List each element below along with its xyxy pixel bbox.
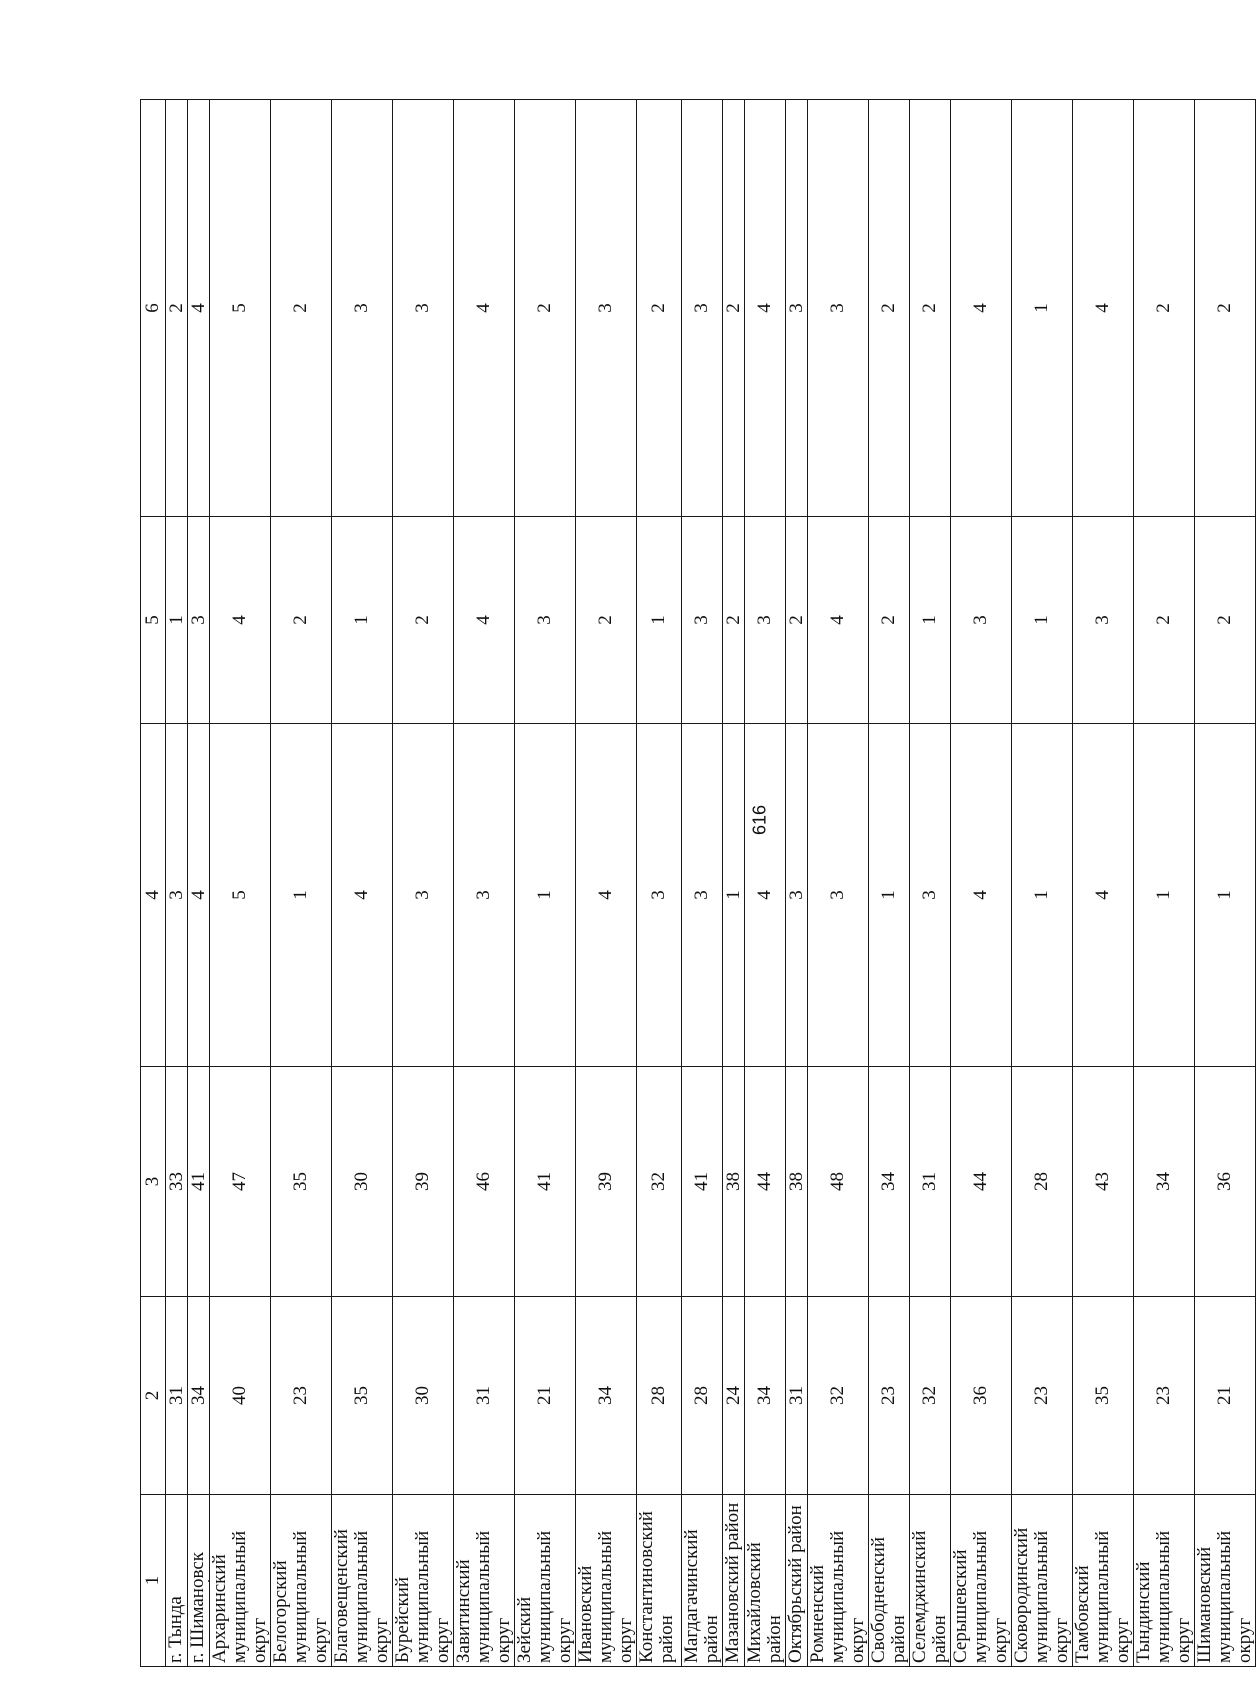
value-cell: 32 [637, 1067, 682, 1297]
value-cell: 3 [1073, 517, 1134, 724]
row-name-cell: Тамбовский муниципальный округ [1073, 1495, 1134, 1667]
value-cell: 2 [786, 517, 808, 724]
table-body [141, 100, 1256, 1667]
row-name-cell: Архаринский муниципальный округ [210, 1495, 271, 1667]
header-row [141, 100, 166, 1667]
value-cell: 35 [271, 1067, 332, 1297]
row-name-cell: Белогорский муниципальный округ [271, 1495, 332, 1667]
row-name-cell: Ивановский муниципальный округ [576, 1495, 637, 1667]
value-cell: 2 [1195, 100, 1256, 517]
value-cell: 21 [515, 1297, 576, 1495]
value-cell: 2 [723, 100, 745, 517]
value-cell: 3 [515, 517, 576, 724]
value-cell: 2 [869, 100, 910, 517]
value-cell: 4 [332, 724, 393, 1067]
table-row [1073, 100, 1134, 1667]
table-row [576, 100, 637, 1667]
value-cell: 23 [1012, 1297, 1073, 1495]
value-cell: 5 [210, 100, 271, 517]
value-cell: 31 [454, 1297, 515, 1495]
value-cell: 2 [637, 100, 682, 517]
value-cell: 23 [271, 1297, 332, 1495]
value-cell: 3 [786, 100, 808, 517]
value-cell: 48 [808, 1067, 869, 1297]
value-cell: 33 [166, 1067, 188, 1297]
value-cell: 31 [786, 1297, 808, 1495]
table-row [454, 100, 515, 1667]
value-cell: 1 [723, 724, 745, 1067]
table-row [682, 100, 723, 1667]
row-name-cell: Мазановский район [723, 1495, 745, 1667]
value-cell: 41 [188, 1067, 210, 1297]
value-cell: 1 [271, 724, 332, 1067]
value-cell: 4 [951, 724, 1012, 1067]
table-row [786, 100, 808, 1667]
value-cell: 3 [576, 100, 637, 517]
value-cell: 2 [723, 517, 745, 724]
value-cell: 24 [723, 1297, 745, 1495]
value-cell: 2 [166, 100, 188, 517]
value-cell: 1 [869, 724, 910, 1067]
value-cell: 23 [869, 1297, 910, 1495]
value-cell: 4 [1073, 724, 1134, 1067]
table-row [869, 100, 910, 1667]
page-number: 616 [749, 804, 770, 836]
value-cell: 3 [332, 100, 393, 517]
header-cell: 5 [141, 517, 166, 724]
value-cell: 4 [1073, 100, 1134, 517]
value-cell: 4 [576, 724, 637, 1067]
value-cell: 4 [454, 517, 515, 724]
table-row [637, 100, 682, 1667]
table-row [210, 100, 271, 1667]
table-row [515, 100, 576, 1667]
row-name-cell: Благовещенский муниципальный округ [332, 1495, 393, 1667]
value-cell: 3 [745, 517, 786, 724]
value-cell: 23 [1134, 1297, 1195, 1495]
value-cell: 3 [808, 724, 869, 1067]
value-cell: 35 [332, 1297, 393, 1495]
row-name-cell: Завитинский муниципальный округ [454, 1495, 515, 1667]
value-cell: 32 [808, 1297, 869, 1495]
rotated-table-sheet [140, 100, 1255, 1667]
value-cell: 4 [745, 100, 786, 517]
value-cell: 34 [745, 1297, 786, 1495]
row-name-cell: Серышевский муниципальный округ [951, 1495, 1012, 1667]
value-cell: 2 [1134, 517, 1195, 724]
value-cell: 1 [332, 517, 393, 724]
value-cell: 40 [210, 1297, 271, 1495]
value-cell: 4 [951, 100, 1012, 517]
value-cell: 2 [271, 517, 332, 724]
header-cell: 1 [141, 1495, 166, 1667]
header-cell: 3 [141, 1067, 166, 1297]
value-cell: 3 [637, 724, 682, 1067]
table-row [332, 100, 393, 1667]
value-cell: 3 [682, 724, 723, 1067]
value-cell: 38 [786, 1067, 808, 1297]
value-cell: 5 [210, 724, 271, 1067]
value-cell: 3 [786, 724, 808, 1067]
header-cell: 6 [141, 100, 166, 517]
header-cell: 4 [141, 724, 166, 1067]
table-row [188, 100, 210, 1667]
value-cell: 39 [393, 1067, 454, 1297]
row-name-cell: Константиновский район [637, 1495, 682, 1667]
value-cell: 41 [682, 1067, 723, 1297]
row-name-cell: г. Тында [166, 1495, 188, 1667]
header-cell: 2 [141, 1297, 166, 1495]
value-cell: 47 [210, 1067, 271, 1297]
value-cell: 1 [515, 724, 576, 1067]
value-cell: 1 [1012, 100, 1073, 517]
value-cell: 32 [910, 1297, 951, 1495]
value-cell: 3 [393, 724, 454, 1067]
table-row [271, 100, 332, 1667]
value-cell: 3 [188, 517, 210, 724]
table-row [745, 100, 786, 1667]
value-cell: 43 [1073, 1067, 1134, 1297]
table-row [808, 100, 869, 1667]
value-cell: 4 [745, 724, 786, 1067]
table-row [1195, 100, 1256, 1667]
value-cell: 41 [515, 1067, 576, 1297]
value-cell: 46 [454, 1067, 515, 1297]
table-row [910, 100, 951, 1667]
value-cell: 3 [454, 724, 515, 1067]
value-cell: 38 [723, 1067, 745, 1297]
value-cell: 2 [869, 517, 910, 724]
row-name-cell: Ромненский муниципальный округ [808, 1495, 869, 1667]
value-cell: 4 [188, 100, 210, 517]
value-cell: 4 [210, 517, 271, 724]
value-cell: 4 [188, 724, 210, 1067]
row-name-cell: Михайловский район [745, 1495, 786, 1667]
value-cell: 35 [1073, 1297, 1134, 1495]
value-cell: 2 [1134, 100, 1195, 517]
value-cell: 3 [166, 724, 188, 1067]
value-cell: 3 [910, 724, 951, 1067]
value-cell: 28 [637, 1297, 682, 1495]
value-cell: 31 [166, 1297, 188, 1495]
value-cell: 34 [869, 1067, 910, 1297]
value-cell: 4 [454, 100, 515, 517]
table-row [393, 100, 454, 1667]
value-cell: 2 [271, 100, 332, 517]
row-name-cell: Тындинский муниципальный округ [1134, 1495, 1195, 1667]
value-cell: 30 [393, 1297, 454, 1495]
table-row [166, 100, 188, 1667]
value-cell: 1 [1012, 724, 1073, 1067]
value-cell: 2 [1195, 517, 1256, 724]
value-cell: 30 [332, 1067, 393, 1297]
value-cell: 1 [166, 517, 188, 724]
value-cell: 34 [1134, 1067, 1195, 1297]
value-cell: 3 [951, 517, 1012, 724]
value-cell: 1 [1012, 517, 1073, 724]
value-cell: 3 [682, 517, 723, 724]
value-cell: 44 [745, 1067, 786, 1297]
table-row [723, 100, 745, 1667]
table-row [1134, 100, 1195, 1667]
value-cell: 2 [393, 517, 454, 724]
row-name-cell: Магдагачинский район [682, 1495, 723, 1667]
row-name-cell: Селемджинский район [910, 1495, 951, 1667]
value-cell: 34 [188, 1297, 210, 1495]
value-cell: 44 [951, 1067, 1012, 1297]
table-row [951, 100, 1012, 1667]
row-name-cell: Бурейский муниципальный округ [393, 1495, 454, 1667]
value-cell: 28 [1012, 1067, 1073, 1297]
value-cell: 1 [910, 517, 951, 724]
row-name-cell: г. Шимановск [188, 1495, 210, 1667]
row-name-cell: Октябрьский район [786, 1495, 808, 1667]
value-cell: 2 [910, 100, 951, 517]
value-cell: 31 [910, 1067, 951, 1297]
value-cell: 21 [1195, 1297, 1256, 1495]
value-cell: 3 [808, 100, 869, 517]
value-cell: 3 [393, 100, 454, 517]
value-cell: 2 [576, 517, 637, 724]
row-name-cell: Зейский муниципальный округ [515, 1495, 576, 1667]
value-cell: 1 [1195, 724, 1256, 1067]
value-cell: 4 [808, 517, 869, 724]
row-name-cell: Шимановский муниципальный округ [1195, 1495, 1256, 1667]
value-cell: 1 [1134, 724, 1195, 1067]
value-cell: 3 [682, 100, 723, 517]
value-cell: 1 [637, 517, 682, 724]
value-cell: 36 [951, 1297, 1012, 1495]
table-row [1012, 100, 1073, 1667]
value-cell: 36 [1195, 1067, 1256, 1297]
row-name-cell: Свободненский район [869, 1495, 910, 1667]
value-cell: 28 [682, 1297, 723, 1495]
data-table [140, 99, 1256, 1667]
value-cell: 34 [576, 1297, 637, 1495]
row-name-cell: Сковородинский муниципальный округ [1012, 1495, 1073, 1667]
value-cell: 2 [515, 100, 576, 517]
value-cell: 39 [576, 1067, 637, 1297]
